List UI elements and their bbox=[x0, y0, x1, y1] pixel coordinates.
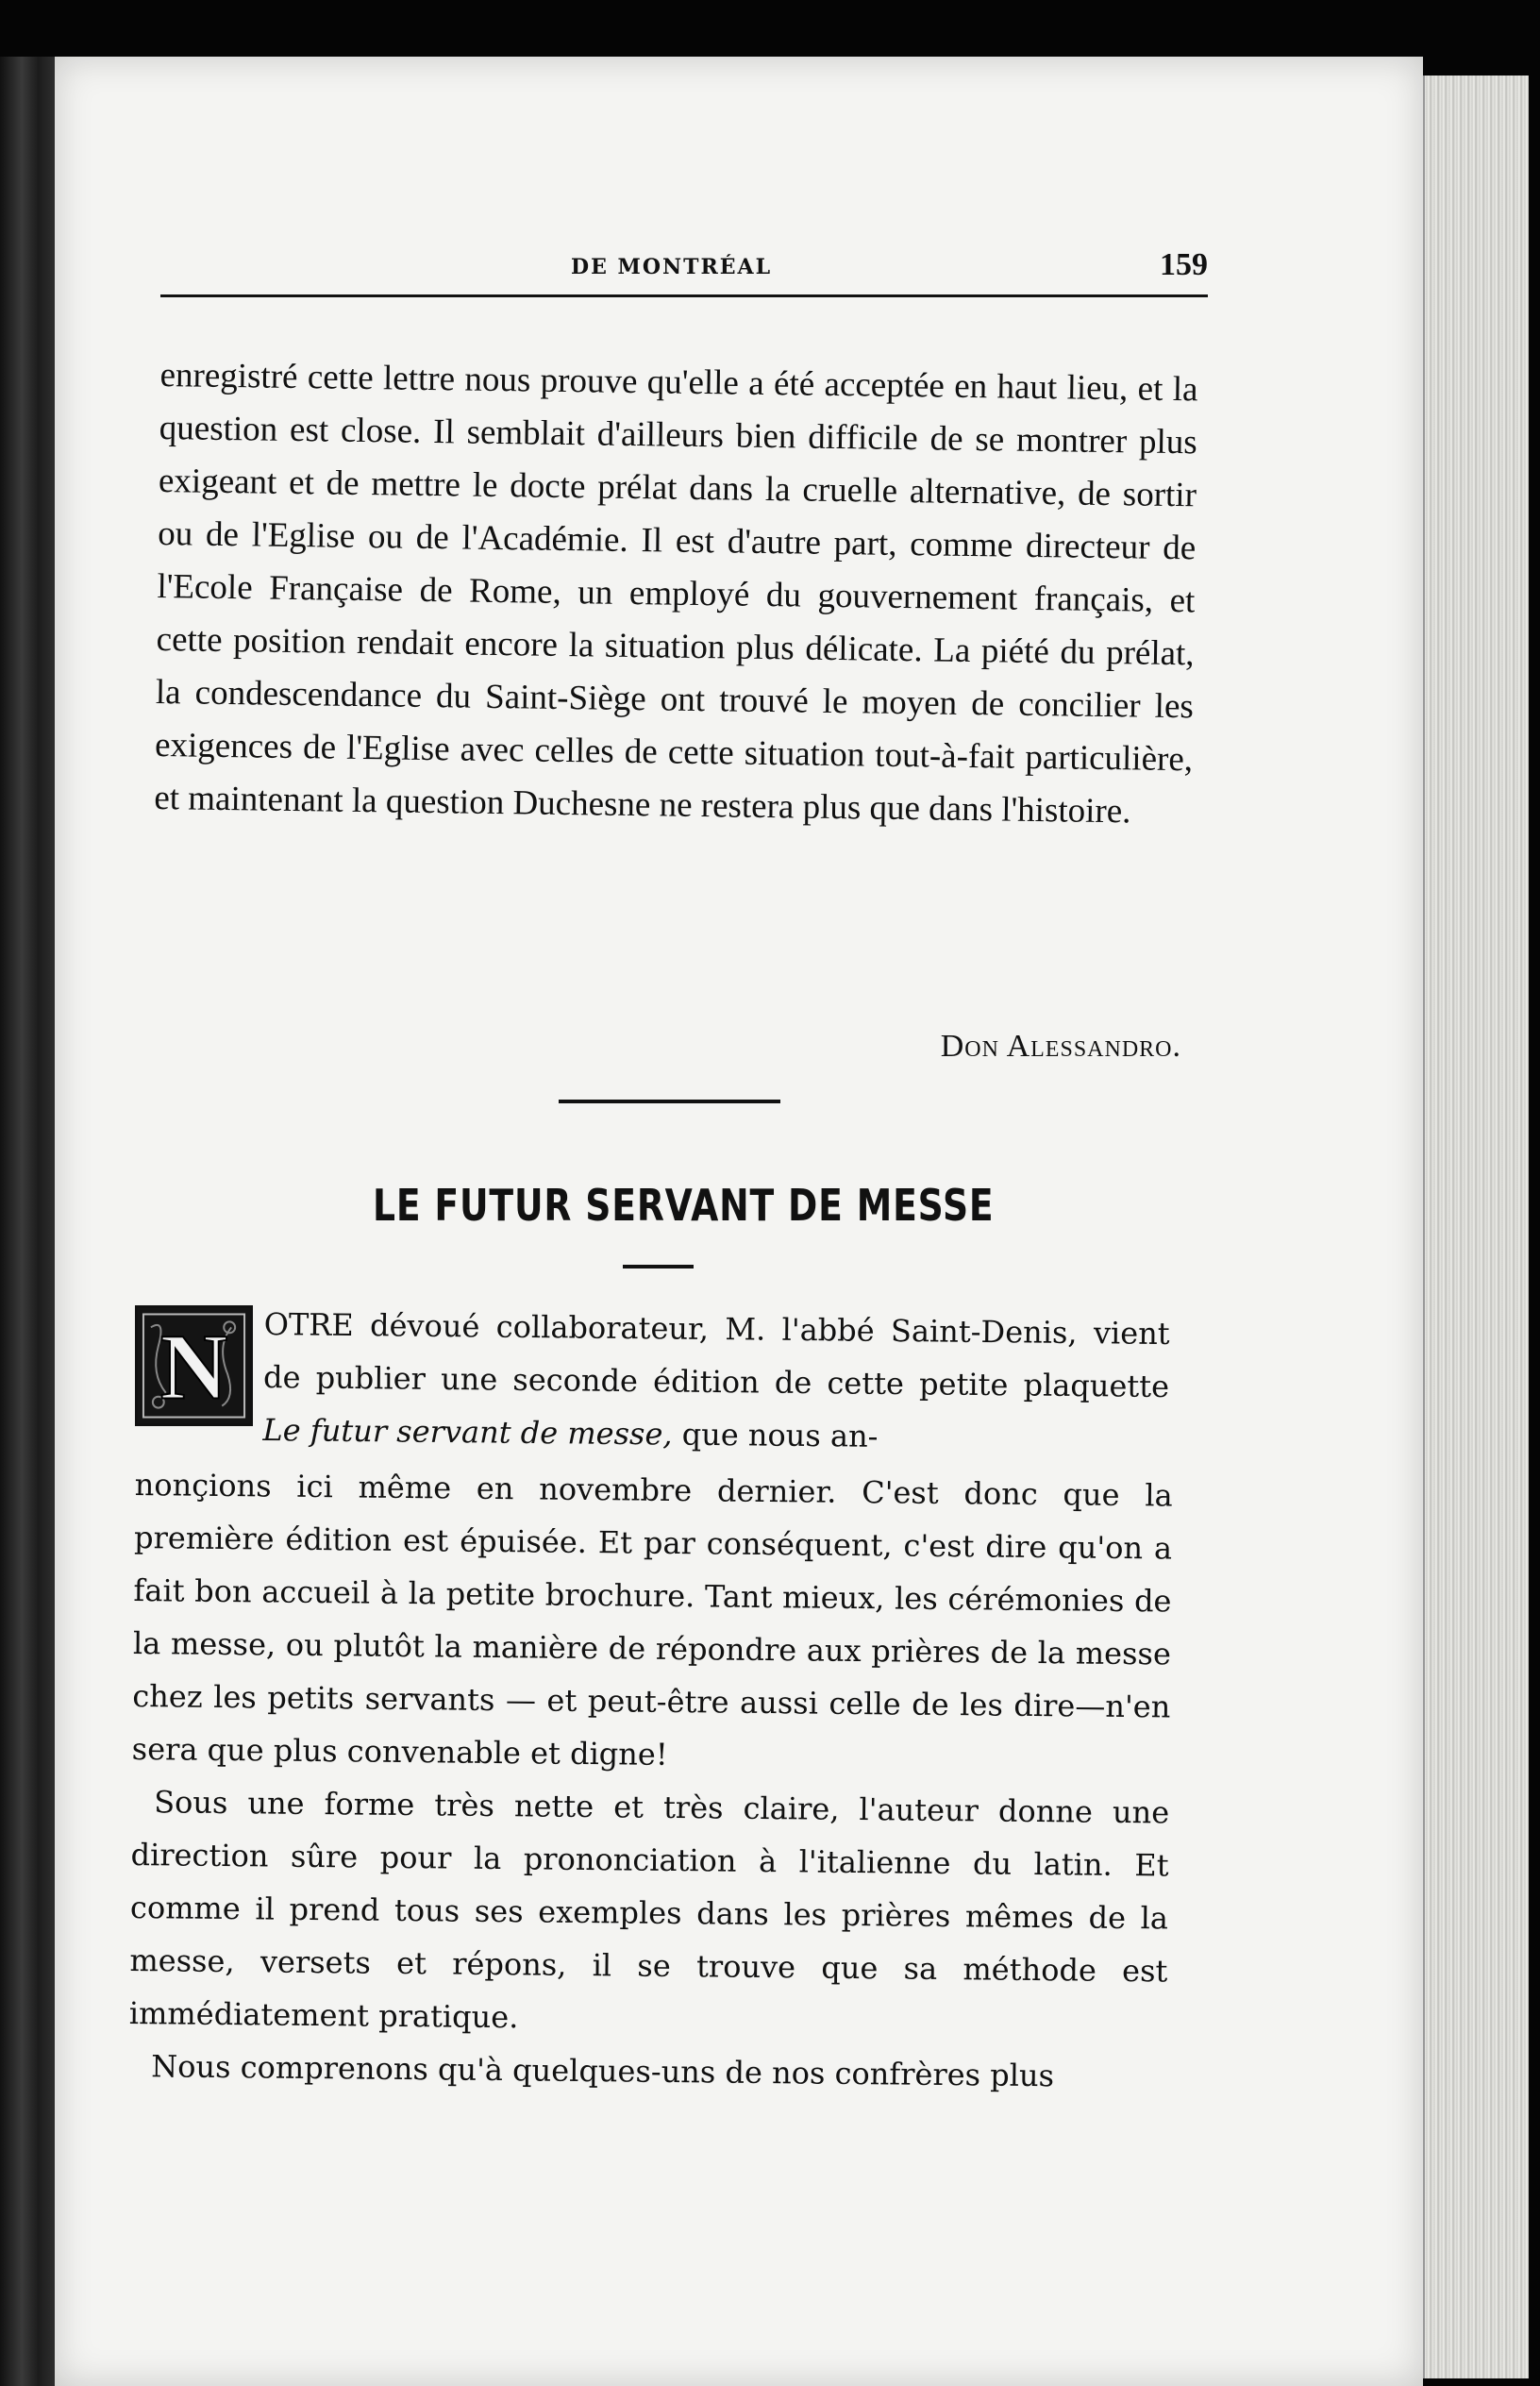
article2-paragraph-1-rest: nonçions ici même en novembre dernier. C'est donc que la première édition est épuisée. Et par conséquent, c'est dire qu'on a fait bon accueil à la petite brochure. Tant mieux, les cérémonies de la messe, ou plutôt la manière de répondre aux prières de la messe chez les petits servants — et peut-être aussi celle de les dire—n'en sera que plus convenable et digne! bbox=[131, 1466, 1173, 1773]
opening-continuation: que nous an- bbox=[681, 1416, 879, 1454]
article2-title: LE FUTUR SERVANT DE MESSE bbox=[373, 1180, 995, 1231]
article1-signature: Don Alessandro. bbox=[940, 1029, 1181, 1064]
page-number: 159 bbox=[1160, 247, 1208, 282]
section-divider bbox=[559, 1100, 780, 1103]
running-title: DE MONTRÉAL bbox=[571, 255, 773, 279]
dropcap-letter: N bbox=[159, 1316, 228, 1420]
decorative-dropcap bbox=[135, 1305, 253, 1426]
opening-text: OTRE dévoué collaborateur, M. l'abbé Saint-Denis, vient de publier une seconde édition de cette petite plaquette bbox=[262, 1305, 1170, 1405]
article1-paragraph: enregistré cette lettre nous prouve qu'elle a été acceptée en haut lieu, et la question est close. Il semblait d'ailleurs bien difficile de se montrer plus exigeant et de mettre le docte prélat dans la cruelle alternative, de sortir ou de l'Eglise ou de l'Académie. Il est d'autre part, comme directeur de l'Ecole Française de Rome, un employé du gouvernement français, et cette position rendait encore la situation plus délicate. La piété du prélat, la condescendance du Saint-Siège ont trouvé le moyen de concilier les exigences de l'Eglise avec celles de cette situation tout-à-fait particulière, et maintenant la question Duchesne ne restera plus que dans l'histoire. bbox=[154, 355, 1198, 832]
article2-paragraph-2: Sous une forme très nette et très claire, l'auteur donne une direction sûre pour la prononciation à l'italienne du latin. Et comme il prend tous ses exemples dans les prières mêmes de la messe, versets et répons, il se trouve que sa méthode est immédiatement pratique. bbox=[128, 1784, 1170, 2036]
article2-body bbox=[128, 1458, 1173, 2103]
header-rule bbox=[160, 294, 1208, 297]
article2-paragraph-3: Nous comprenons qu'à quelques-uns de nos confrères plus bbox=[151, 2048, 1055, 2094]
book-binding bbox=[0, 57, 55, 2386]
title-rule bbox=[623, 1265, 694, 1269]
page-edges bbox=[1423, 76, 1529, 2378]
article2-opening bbox=[262, 1298, 1170, 1466]
dropcap-ornament-icon bbox=[138, 1308, 250, 1423]
italic-book-title: Le futur servant de messe, bbox=[262, 1411, 673, 1453]
running-head bbox=[160, 247, 1208, 294]
